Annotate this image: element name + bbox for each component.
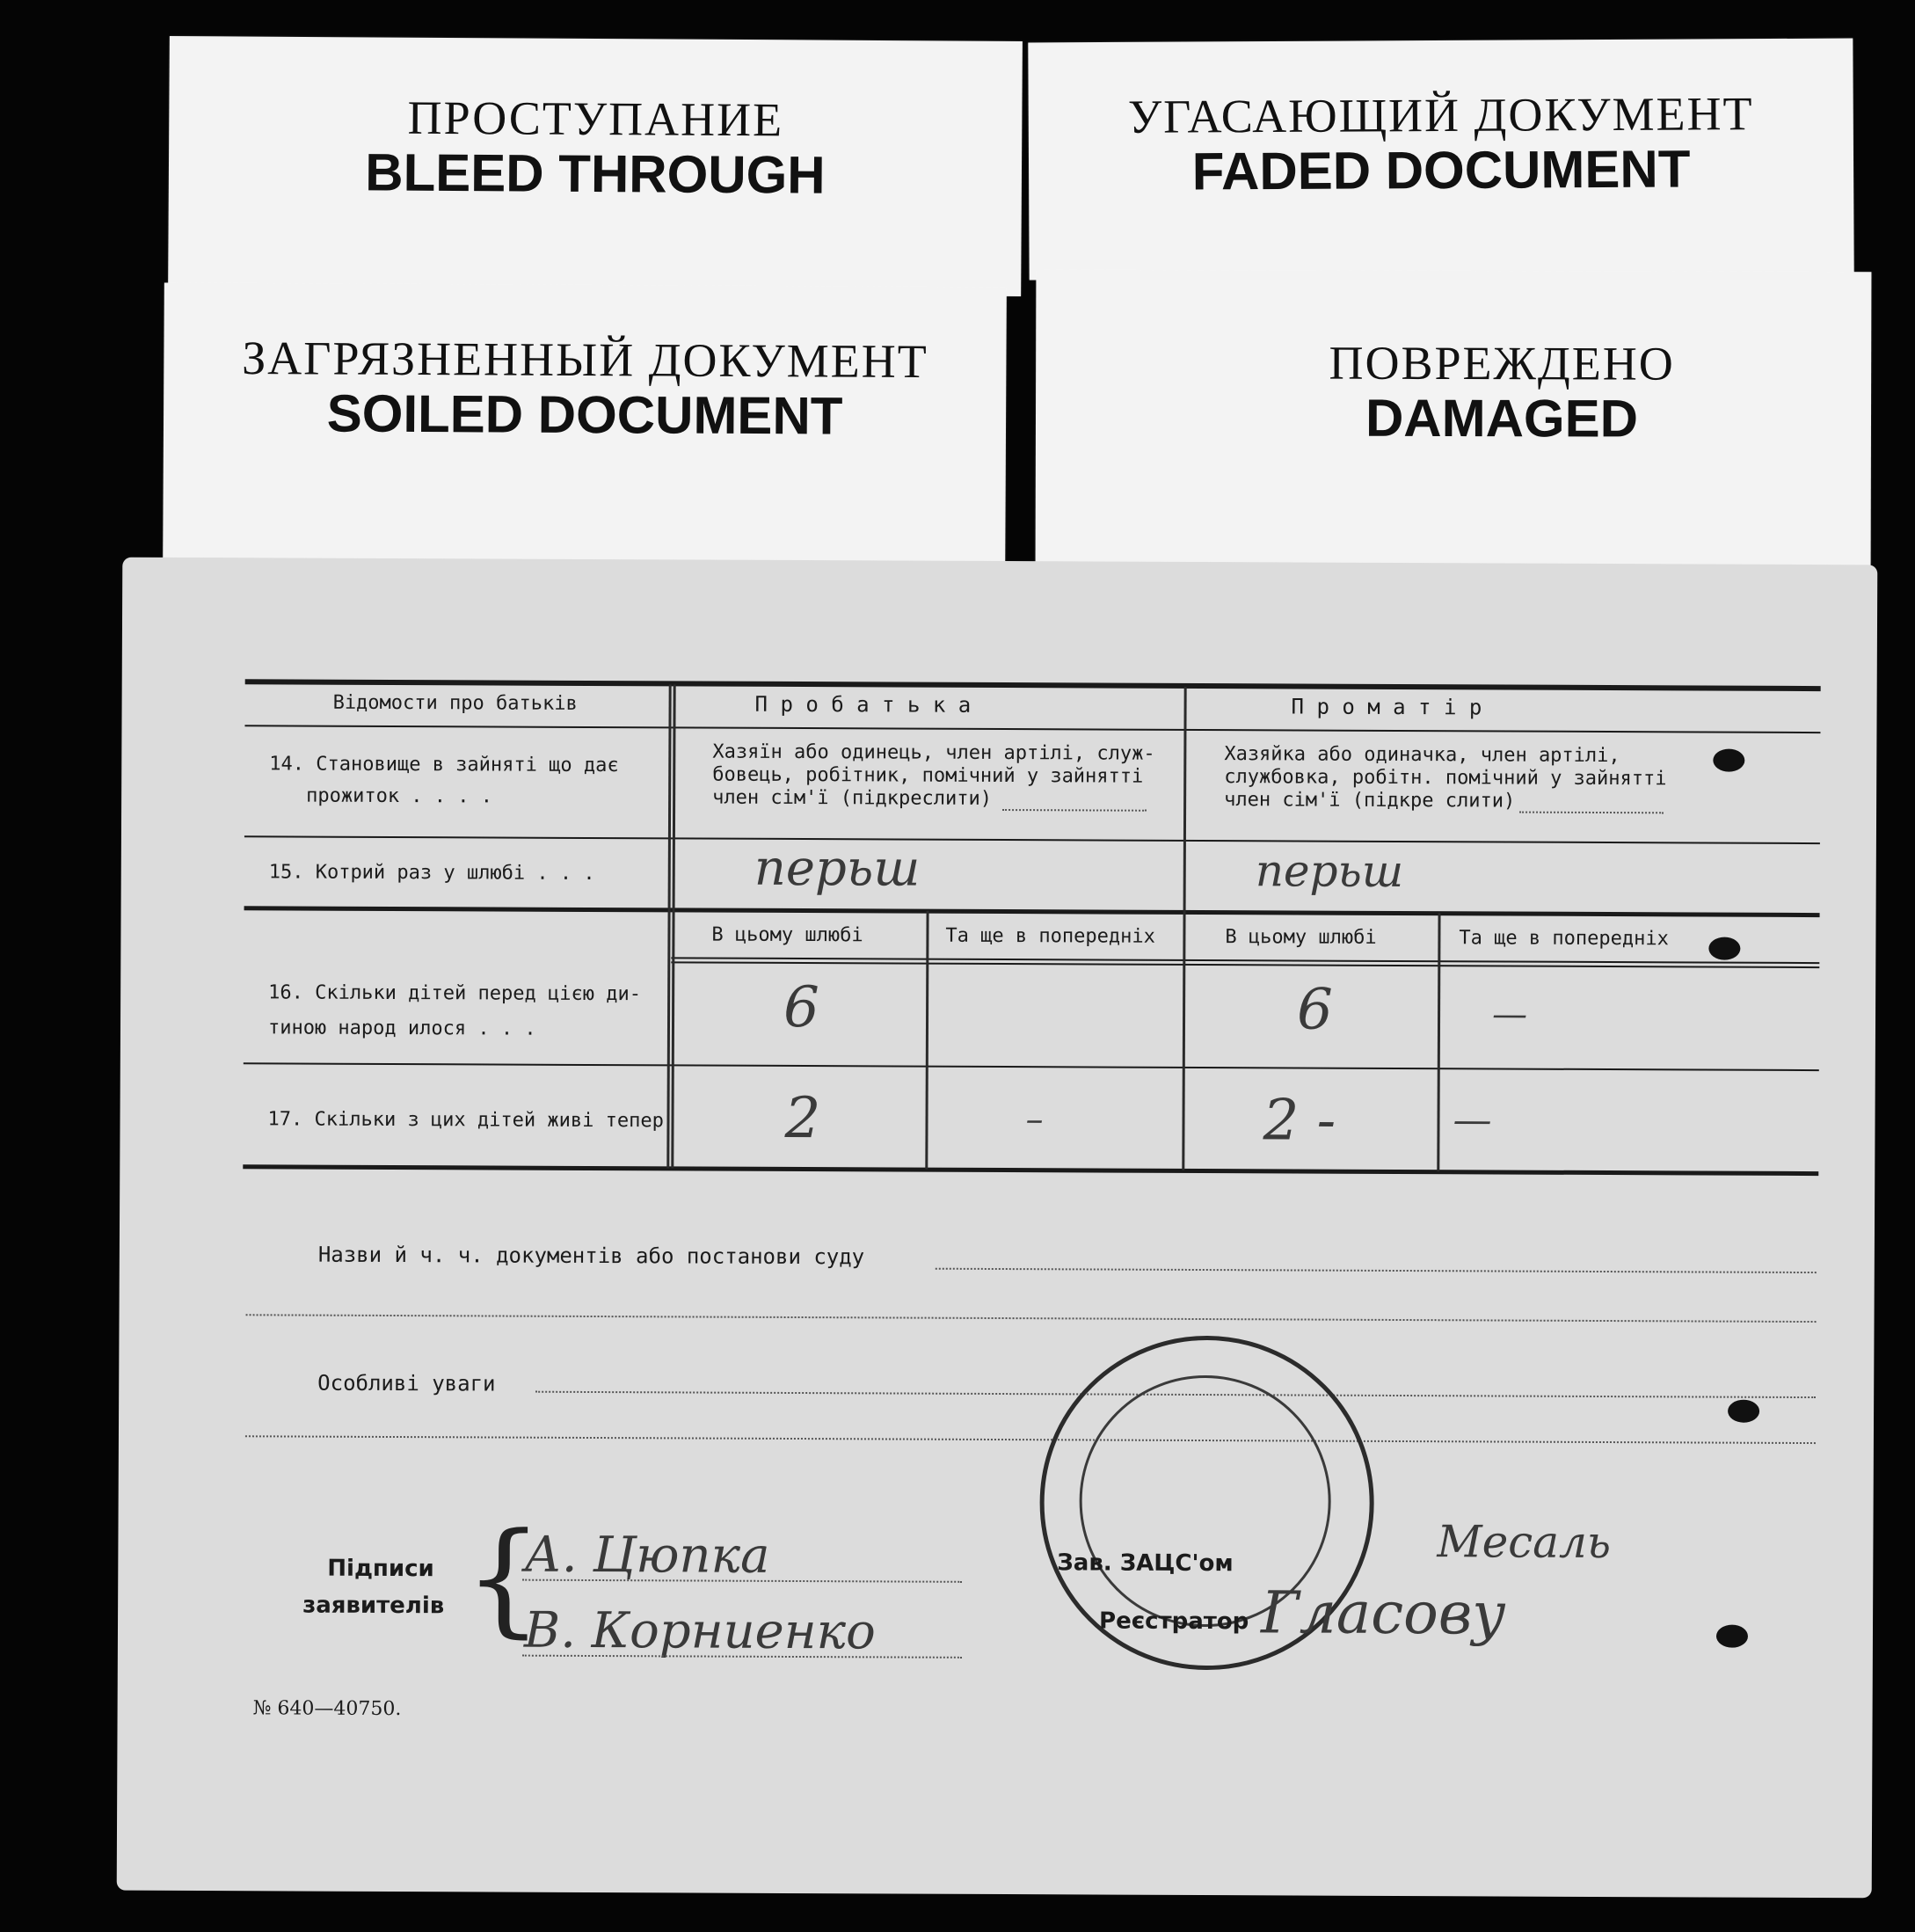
form-number: № 640—40750.: [252, 1697, 402, 1721]
subheader-father-this: В цьому шлюбі: [711, 923, 863, 947]
damaged-card: [1036, 270, 1872, 571]
row17-father-prev: –: [1025, 1099, 1044, 1141]
row16-label-2: тиною народ илося . . .: [267, 1017, 536, 1040]
soiled-document-en: SOILED DOCUMENT: [326, 383, 843, 446]
row14-father-1: Хазяїн або одинець, член артілі, служ-: [712, 740, 1155, 765]
documents-label: Назви й ч. ч. документів або постанови суду: [317, 1242, 865, 1270]
row14-mother-1: Хазяйка або одиначка, член артілі,: [1224, 743, 1620, 768]
punch-hole-2: [1708, 937, 1740, 960]
header-father: П р о б а т ь к а: [754, 691, 972, 718]
row14-father-dots: [1002, 809, 1147, 812]
table-header-rule: [244, 725, 1820, 733]
signatures-brace: {: [463, 1506, 543, 1651]
punch-hole-1: [1713, 749, 1744, 772]
row16-mother-prev: —: [1491, 994, 1528, 1035]
registrar-signature: Гласову: [1260, 1578, 1506, 1648]
row14-father-2: бовець, робітник, помічний у зайнятті: [712, 763, 1144, 788]
signature-1: А. Цюпка: [524, 1526, 770, 1585]
damaged-ru: ПОВРЕЖДЕНО: [1329, 336, 1675, 390]
col-divider-2: [1182, 687, 1186, 1170]
row15-mother-value: перьш: [1255, 845, 1404, 898]
row14-rule: [244, 835, 1820, 844]
signatures-label-2: заявителів: [302, 1592, 445, 1620]
row14-mother-2: службовка, робітн. помічний у зайнятті: [1224, 766, 1667, 791]
row14-mother-3: член сім'ї (підкре слити): [1224, 789, 1516, 813]
row16-label-1: 16. Скільки дітей перед цією ди-: [268, 981, 642, 1006]
bleed-through-card: [168, 36, 1023, 296]
header-parents: Відомости про батьків: [332, 691, 578, 715]
head-signature: Месаль: [1437, 1516, 1612, 1569]
col-divider-1b: [671, 684, 675, 1168]
subheader-mother-this: В цьому шлюбі: [1225, 926, 1377, 949]
subheader-mother-prev: Та ще в попередніх: [1459, 927, 1669, 951]
damaged-en: DAMAGED: [1365, 389, 1639, 448]
soiled-document-ru: ЗАГРЯЗНЕННЫЙ ДОКУМЕНТ: [242, 331, 928, 389]
row17-label: 17. Скільки з цих дітей живі тепер: [267, 1108, 664, 1133]
subheader-father-prev: Та ще в попередніх: [945, 924, 1155, 948]
row15-father-value: перьш: [754, 839, 921, 898]
row14-mother-dots: [1519, 812, 1664, 814]
row16-mother-this: 6: [1296, 977, 1333, 1043]
row17-mother-this: 2 -: [1263, 1088, 1336, 1154]
documents-dots-2: [246, 1314, 1817, 1323]
signature-2: В. Корниенко: [523, 1601, 876, 1661]
row16-rule: [244, 1062, 1819, 1071]
faded-document-ru: УГАСАЮЩИЙ ДОКУМЕНТ: [1127, 87, 1754, 143]
row15-label: 15. Котрий раз у шлюбі . . .: [268, 861, 595, 886]
row17-mother-prev: —: [1453, 1097, 1492, 1143]
faded-document-en: FADED DOCUMENT: [1191, 139, 1691, 201]
signatures-label-1: Підписи: [327, 1555, 434, 1583]
row16-father-this: 6: [783, 974, 819, 1041]
faded-document-card: [1028, 39, 1853, 281]
notes-label: Особливі уваги: [317, 1370, 496, 1396]
table-bottom-rule: [243, 1164, 1818, 1176]
col-divider-mother: [1437, 913, 1440, 1171]
table-top-rule: [245, 679, 1821, 691]
soiled-document-card: [163, 282, 1007, 577]
head-label: Зав. ЗАЦС'ом: [1057, 1549, 1234, 1578]
punch-hole-3: [1728, 1400, 1759, 1423]
registration-form: [117, 558, 1878, 1899]
row14-label-2: прожиток . . . .: [306, 784, 493, 808]
col-divider-father: [925, 911, 928, 1170]
punch-hole-4: [1716, 1625, 1748, 1648]
row14-label-1: 14. Становище в зайняті що дає: [269, 753, 619, 777]
row14-father-3: член сім'ї (підкреслити): [712, 786, 993, 810]
row17-father-this: 2: [784, 1085, 821, 1152]
header-mother: П р о м а т і р: [1291, 694, 1482, 720]
bleed-through-ru: ПРОСТУПАНИЕ: [407, 91, 784, 147]
documents-dots-1: [936, 1268, 1817, 1273]
notes-dots-2: [245, 1435, 1816, 1444]
registrar-label: Реєстратор: [1098, 1608, 1249, 1636]
bleed-through-en: BLEED THROUGH: [365, 142, 826, 205]
row15-rule: [244, 906, 1820, 917]
